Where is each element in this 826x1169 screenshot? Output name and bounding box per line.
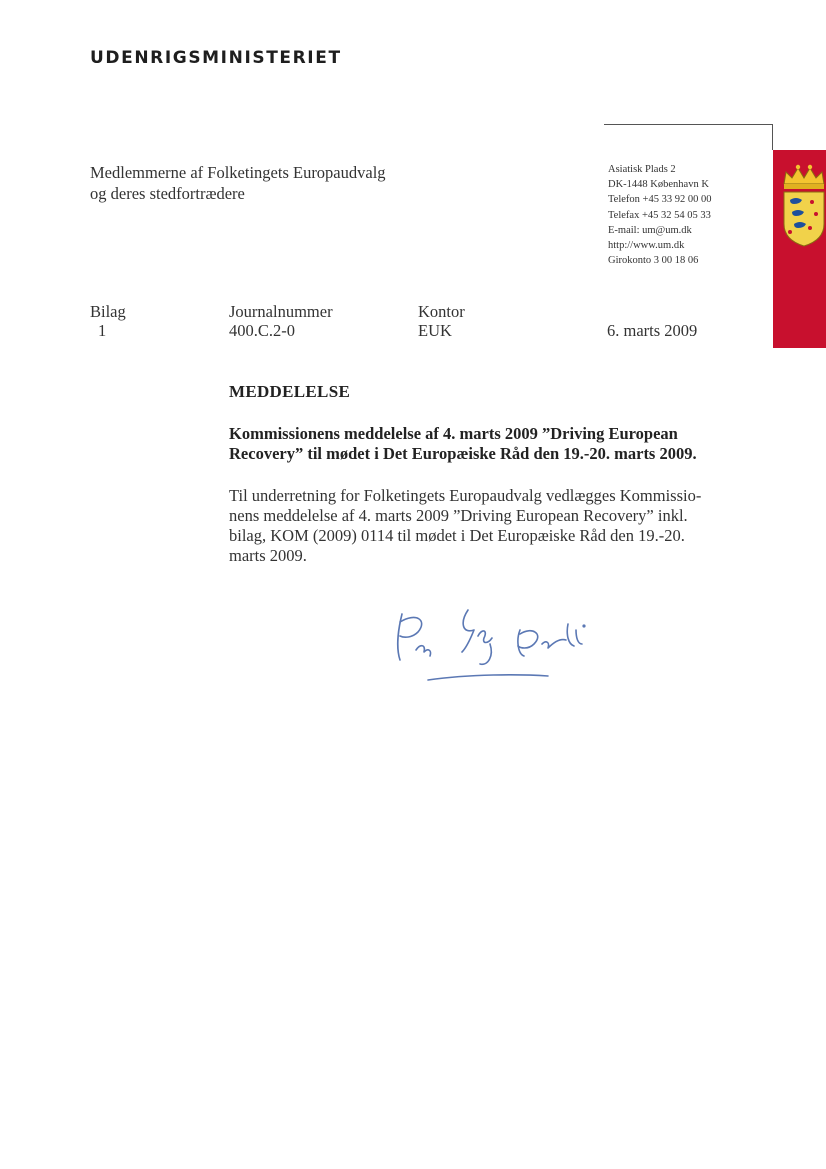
body-line: bilag, KOM (2009) 0114 til mødet i Det Europæiske Råd den 19.-20. bbox=[229, 526, 685, 545]
body-line: marts 2009. bbox=[229, 546, 307, 565]
letter-date: 6. marts 2009 bbox=[607, 321, 698, 340]
subject-line bbox=[229, 424, 749, 464]
recipients-line: Medlemmerne af Folketingets Europaudvalg bbox=[90, 163, 386, 182]
journal-field bbox=[229, 302, 333, 340]
bilag-field bbox=[90, 302, 126, 340]
body-line: Til underretning for Folketingets Europaudvalg vedlægges Kommissio- bbox=[229, 486, 702, 505]
bilag-value: 1 bbox=[98, 321, 107, 340]
journal-label: Journalnummer bbox=[229, 302, 333, 321]
recipients-block bbox=[90, 162, 386, 204]
subject-text: Kommissionens meddelelse af 4. marts 2009 ”Driving European bbox=[229, 424, 678, 443]
address-giro: Girokonto 3 00 18 06 bbox=[608, 255, 699, 267]
kontor-label: Kontor bbox=[418, 302, 465, 321]
address-email: E-mail: um@um.dk bbox=[608, 224, 692, 236]
address-web: http://www.um.dk bbox=[608, 240, 685, 252]
sender-address bbox=[608, 162, 711, 268]
journal-value: 400.C.2-0 bbox=[229, 321, 295, 340]
kontor-value: EUK bbox=[418, 321, 452, 340]
address-street: Asiatisk Plads 2 bbox=[608, 164, 676, 175]
recipients-line: og deres stedfortrædere bbox=[90, 184, 245, 203]
bilag-label: Bilag bbox=[90, 302, 126, 321]
body-line: nens meddelelse af 4. marts 2009 ”Driving European Recovery” inkl. bbox=[229, 506, 688, 525]
kontor-field bbox=[418, 302, 465, 340]
ministry-name: UDENRIGSMINISTERIET bbox=[90, 48, 342, 68]
signature bbox=[370, 600, 610, 690]
address-fax: Telefax +45 32 54 05 33 bbox=[608, 209, 711, 221]
header-rule bbox=[604, 124, 772, 125]
subject-text: Recovery” til mødet i Det Europæiske Råd den 19.-20. marts 2009. bbox=[229, 444, 697, 463]
header-rule-corner bbox=[772, 124, 773, 150]
body-paragraph bbox=[229, 486, 729, 566]
address-city: DK-1448 København K bbox=[608, 179, 709, 191]
danish-coat-of-arms-icon bbox=[776, 162, 826, 248]
document-heading: MEDDELELSE bbox=[229, 382, 351, 401]
address-phone: Telefon +45 33 92 00 00 bbox=[608, 194, 712, 206]
